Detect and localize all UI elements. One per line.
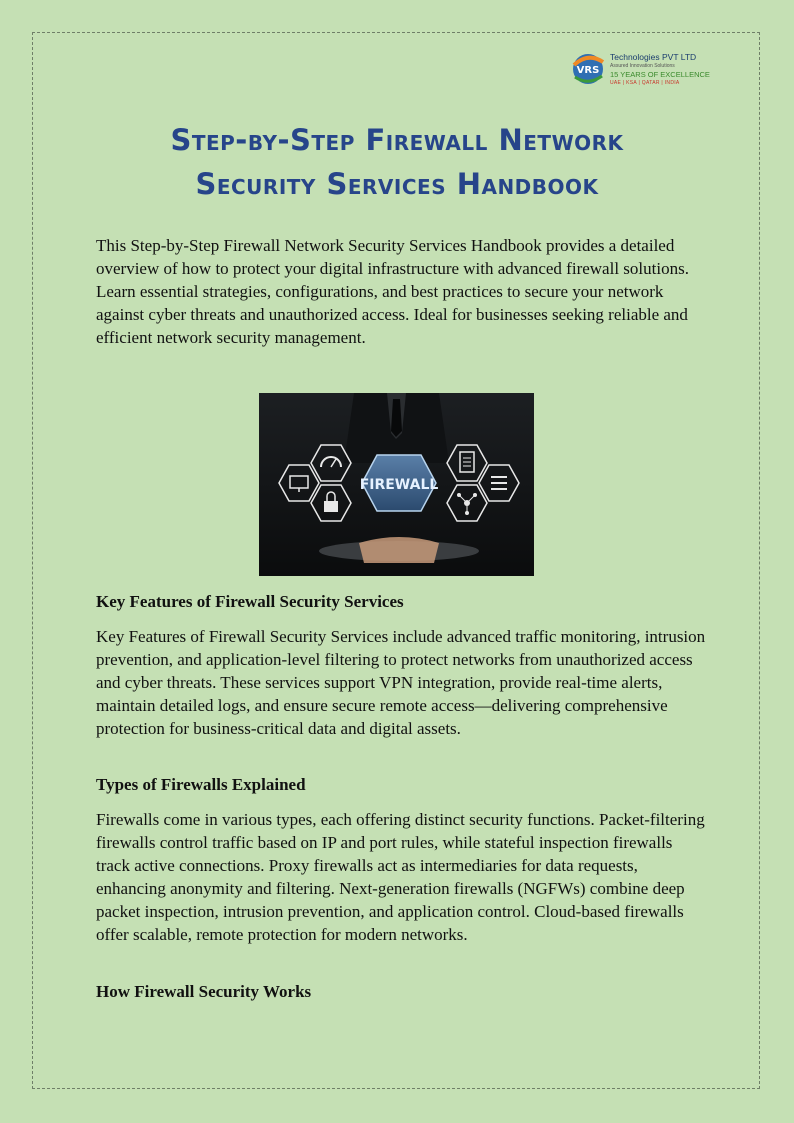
logo-years: 15 YEARS OF EXCELLENCE	[610, 70, 710, 79]
section-body-key-features: Key Features of Firewall Security Services include advanced traffic monitoring, intrusion prevention, and application-level filtering to protect networks from unauthorized access and cyber threats. These services support VPN integration, provide real-time alerts, maintain detailed logs, and ensure secure remote access—delivering comprehensive protection for business-critical data and digital assets.	[96, 627, 706, 738]
section-heading-key-features: Key Features of Firewall Security Services	[96, 592, 404, 611]
firewall-hero-image	[259, 393, 534, 576]
section-heading-how-it-works: How Firewall Security Works	[96, 982, 312, 1001]
company-logo	[570, 50, 710, 90]
title-line-2: Security Services Handbook	[195, 167, 599, 201]
vrs-globe-logo-icon	[570, 50, 610, 88]
intro-paragraph: This Step-by-Step Firewall Network Security Services Handbook provides a detailed overview of how to protect your digital infrastructure with advanced firewall solutions. Learn essential strategies, configurations, and best practices to secure your network against cyber threats and unauthorized access. Ideal for businesses seeking reliable and efficient network security management.	[96, 236, 689, 347]
logo-tagline: Assured Innovation Solutions	[610, 63, 675, 69]
section-body-types: Firewalls come in various types, each offering distinct security functions. Packet-filtering firewalls control traffic based on IP and port rules, while stateful inspection firewalls track active connections. Proxy firewalls act as intermediaries for data requests, enhancing anonymity and filtering. Next-generation firewalls (NGFWs) combine deep packet inspection, intrusion prevention, and application control. Cloud-based firewalls offer scalable, remote protection for modern networks.	[96, 810, 705, 944]
title-line-1: Step-by-Step Firewall Network	[170, 123, 624, 157]
hero-firewall-label: FIREWALL	[359, 477, 439, 493]
section-heading-types: Types of Firewalls Explained	[96, 775, 306, 794]
page-title	[60, 118, 734, 206]
logo-company-name: Technologies PVT LTD	[610, 52, 697, 62]
logo-mark-text: VRS	[576, 65, 600, 76]
logo-regions: UAE | KSA | QATAR | INDIA	[610, 80, 680, 86]
